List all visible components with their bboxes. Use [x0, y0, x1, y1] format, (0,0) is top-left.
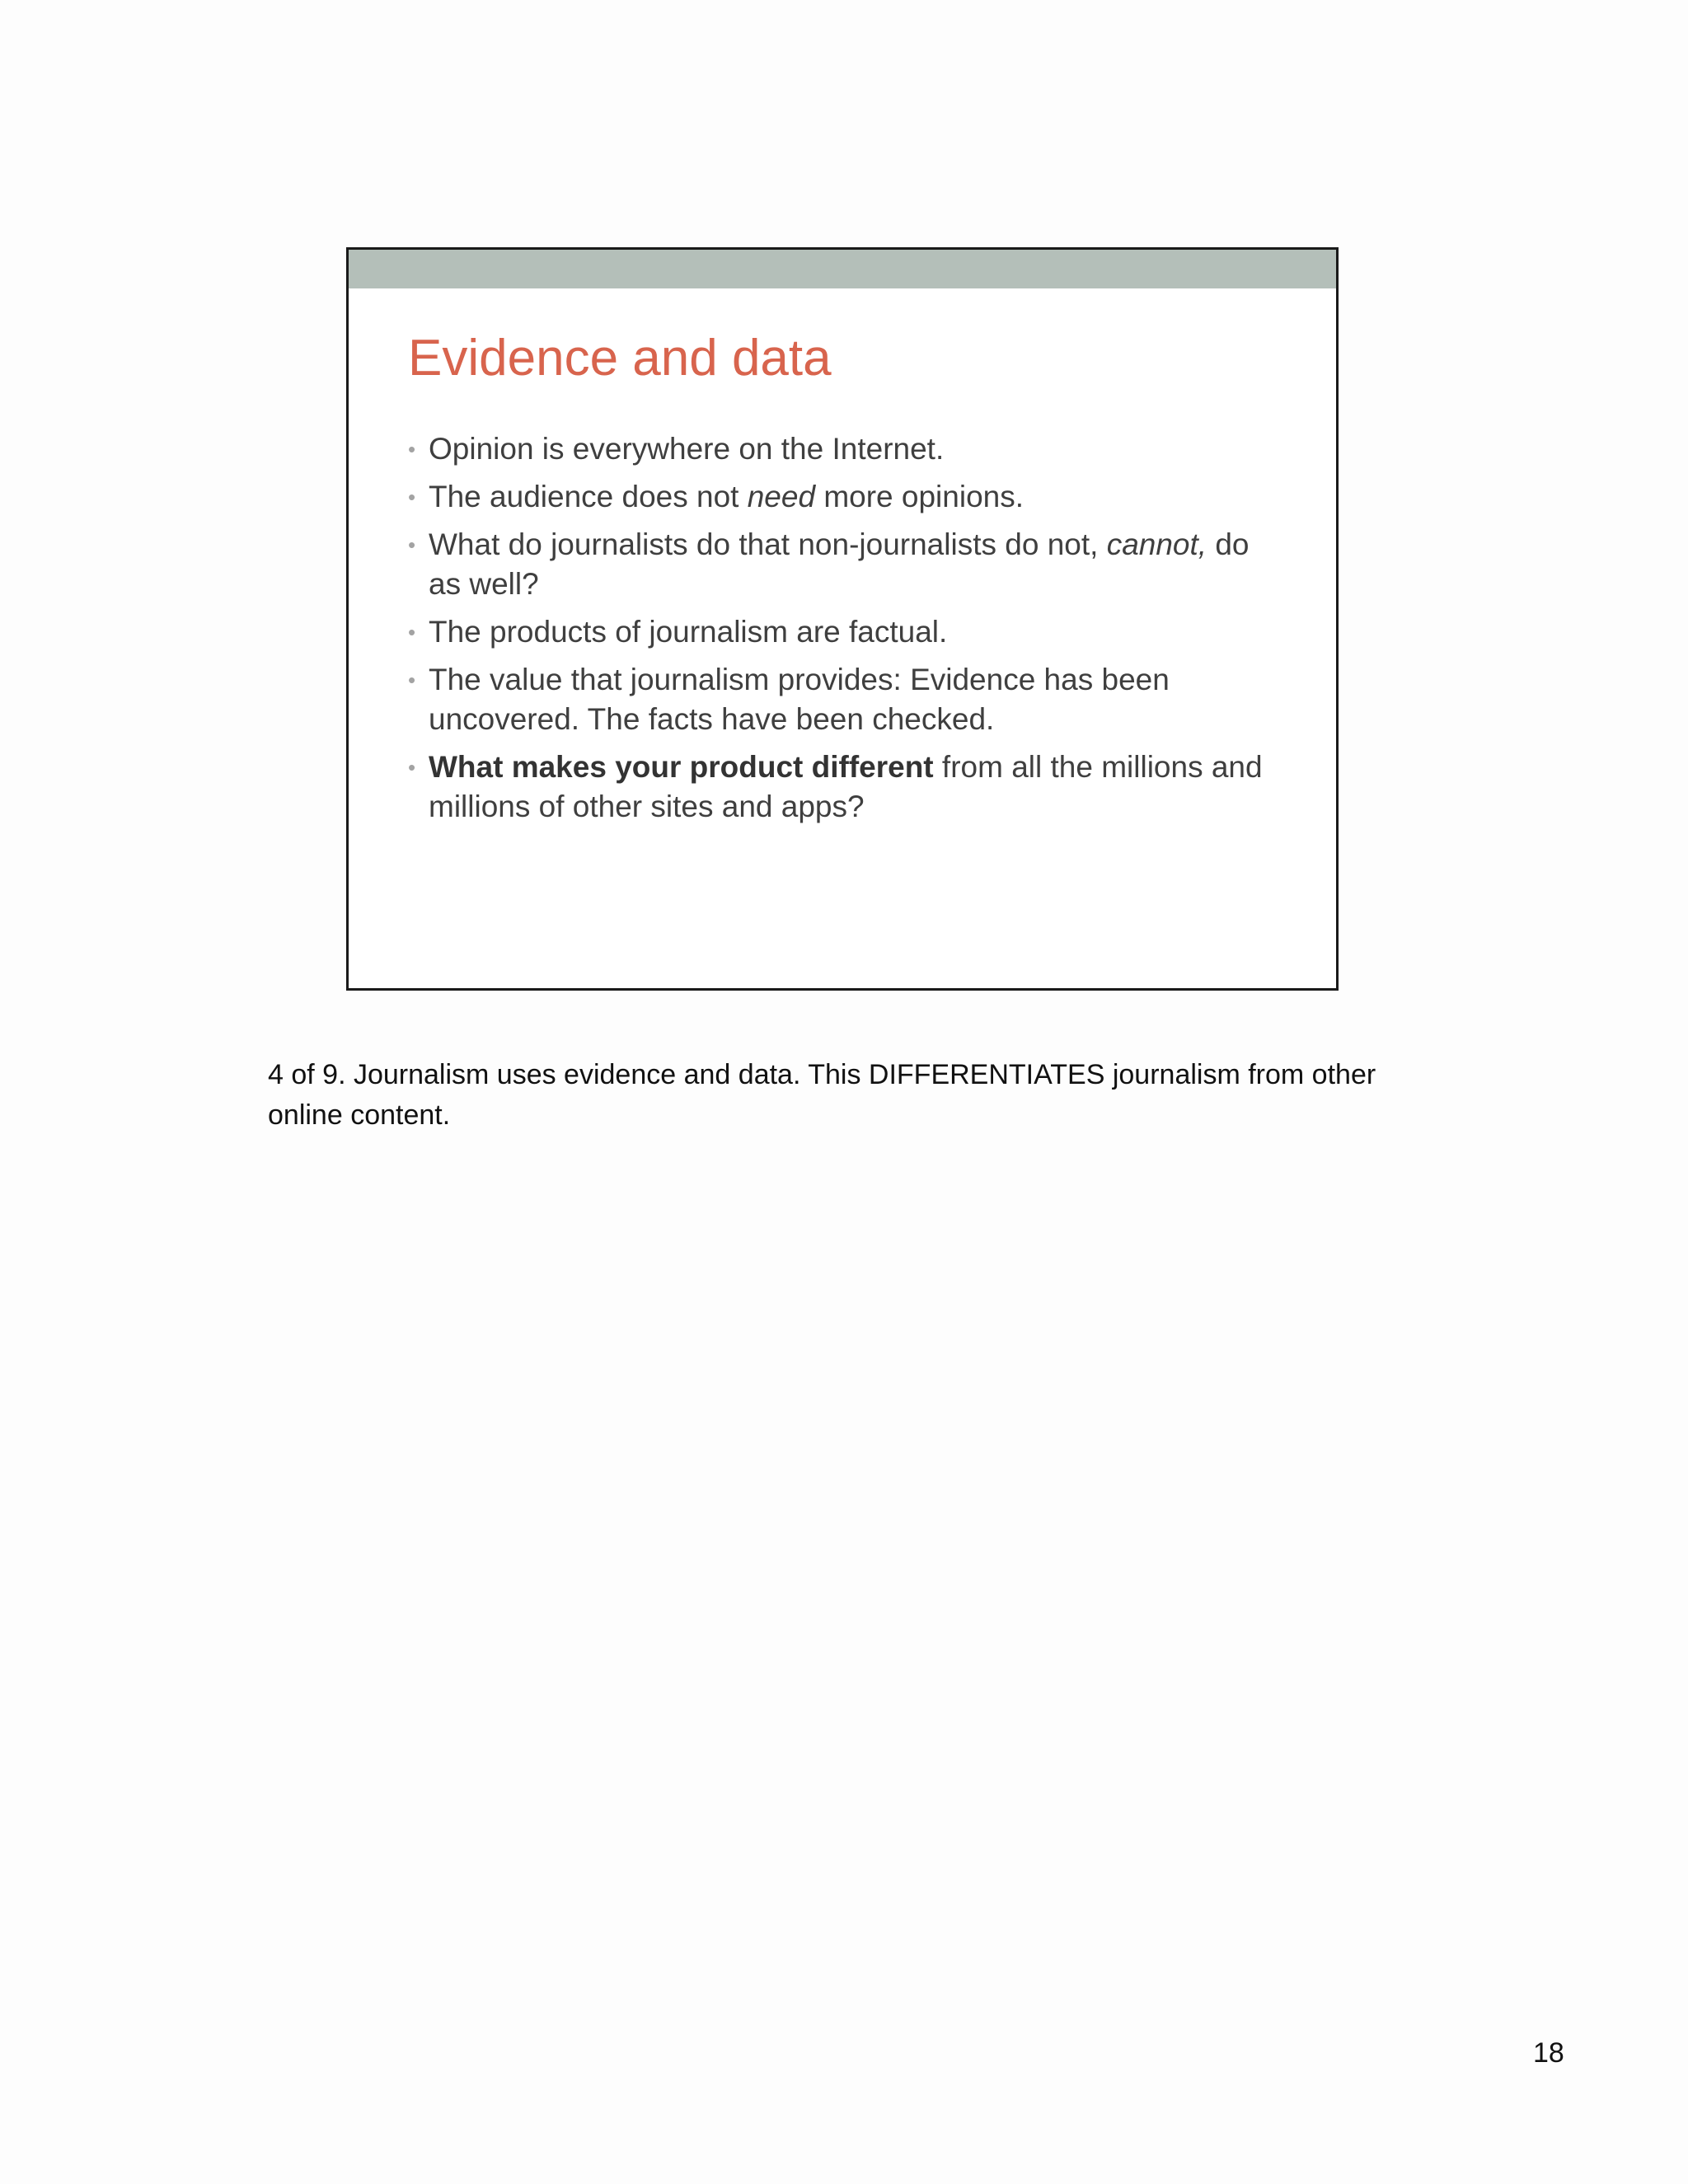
bullet-bold-text: What makes your product different	[429, 750, 934, 784]
bullet-emphasis: cannot,	[1106, 527, 1207, 561]
bullet-dot-icon: •	[408, 668, 416, 692]
bullet-item	[406, 748, 1280, 827]
bullet-list	[406, 429, 1280, 835]
slide-header-bar	[349, 250, 1336, 288]
bullet-text: do as well?	[429, 527, 1250, 601]
bullet-item	[406, 612, 1280, 652]
bullet-item	[406, 477, 1280, 517]
bullet-emphasis: need	[747, 480, 816, 513]
bullet-text: more opinions.	[815, 480, 1025, 513]
bullet-dot-icon: •	[408, 532, 416, 557]
bullet-text: What do journalists do that non-journalists do not,	[429, 527, 1107, 561]
slide-title: Evidence and data	[408, 330, 832, 387]
bullet-dot-icon: •	[408, 485, 416, 509]
speaker-note: 4 of 9. Journalism uses evidence and data. This DIFFERENTIATES journalism from other online content.	[268, 1059, 1376, 1131]
bullet-dot-icon: •	[408, 437, 416, 462]
bullet-item	[406, 660, 1280, 739]
bullet-item	[406, 429, 1280, 469]
bullet-text: The value that journalism provides: Evidence has been uncovered. The facts have been checked.	[429, 663, 1170, 736]
bullet-dot-icon: •	[408, 620, 416, 644]
bullet-text: The audience does not	[429, 480, 748, 513]
bullet-item	[406, 525, 1280, 604]
page-number: 18	[1533, 2037, 1564, 2069]
bullet-dot-icon: •	[408, 755, 416, 780]
bullet-text: Opinion is everywhere on the Internet.	[429, 432, 945, 466]
slide-image	[346, 247, 1339, 991]
bullet-text: from all the millions and millions of other sites and apps?	[429, 750, 1263, 823]
bullet-text: The products of journalism are factual.	[429, 615, 948, 649]
